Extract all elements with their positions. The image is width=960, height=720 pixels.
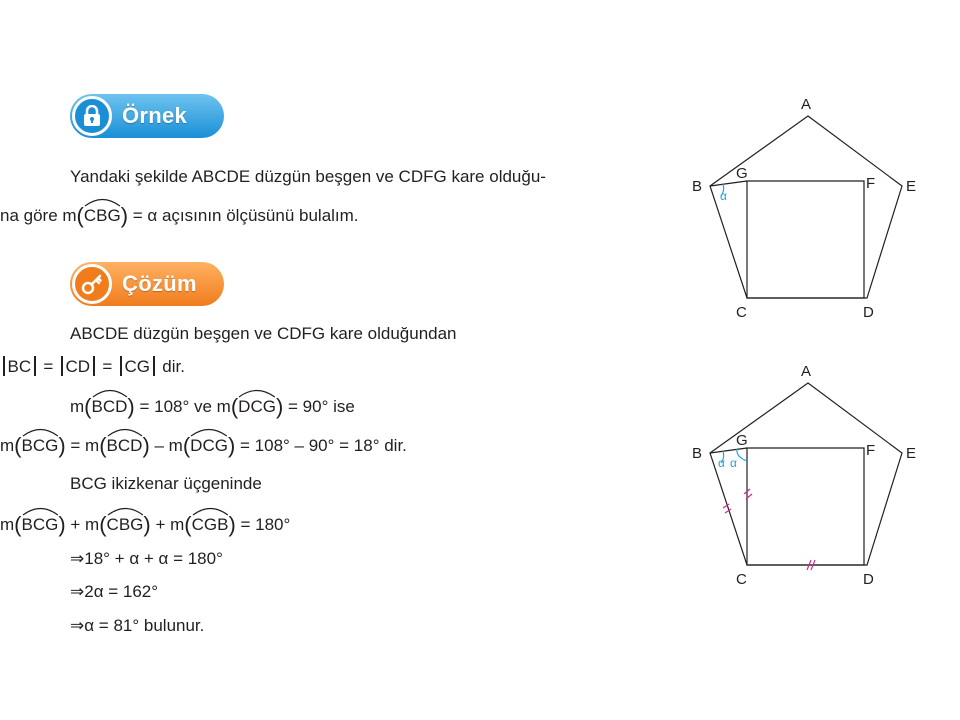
example-badge-label: Örnek xyxy=(122,103,188,128)
key-icon xyxy=(72,264,112,304)
equal-length-ticks xyxy=(723,489,815,570)
vertex-label-e: E xyxy=(906,445,917,462)
vertex-label-b: B xyxy=(692,445,703,462)
angle-dcg: DCG xyxy=(190,433,228,456)
vertex-label-e: E xyxy=(906,178,917,195)
example-badge xyxy=(70,94,224,138)
square-cdfg xyxy=(747,181,864,298)
pentagon-abcde xyxy=(710,116,902,298)
vertex-label-a: A xyxy=(801,363,812,380)
solution-line-1: ABCDE düzgün beşgen ve CDFG kare olduğundan xyxy=(70,324,457,343)
vertex-label-a: A xyxy=(801,96,812,113)
angle-label-alpha: α xyxy=(720,189,727,203)
solution-line-3: m( BCD) = 108° ve m( DCG) = 90° ise xyxy=(70,394,355,417)
vertex-label-g: G xyxy=(736,165,748,182)
angle-arc-alpha-g xyxy=(737,449,747,461)
angle-dcg: DCG xyxy=(238,394,276,417)
vertex-label-d: D xyxy=(863,571,874,588)
solution-line-6: m( BCG) + m( CBG) + m( CGB) = 180° xyxy=(0,512,290,535)
angle-cbg: CBG xyxy=(84,203,121,226)
vertex-label-d: D xyxy=(863,304,874,321)
angle-label-alpha-g: α xyxy=(730,456,737,470)
solution-line-7: ⇒18° + α + α = 180° xyxy=(70,549,223,568)
vertex-label-g: G xyxy=(736,432,748,449)
figure-pentagon-square-1 xyxy=(680,90,930,330)
angle-bcg: BCG xyxy=(22,512,59,535)
vertex-label-b: B xyxy=(692,178,703,195)
example-line-1: Yandaki şekilde ABCDE düzgün beşgen ve CDFG kare olduğu- xyxy=(70,167,546,186)
solution-line-5: BCG ikizkenar üçgeninde xyxy=(70,474,262,493)
solution-badge-label: Çözüm xyxy=(122,271,197,296)
lock-icon xyxy=(72,96,112,136)
vertex-label-f: F xyxy=(866,175,876,192)
square-cdfg xyxy=(747,448,864,565)
angle-bcd: BCD xyxy=(92,394,128,417)
pentagon-abcde xyxy=(710,383,902,565)
figure-pentagon-square-2 xyxy=(680,357,930,597)
vertex-label-c: C xyxy=(736,571,747,588)
vertex-label-c: C xyxy=(736,304,747,321)
angle-cbg: CBG xyxy=(107,512,144,535)
solution-line-8: ⇒2α = 162° xyxy=(70,582,159,601)
example-line-2: na göre m( CBG) = α açısının ölçüsünü bulalım. xyxy=(0,203,359,226)
example-text: na göre m xyxy=(0,206,77,225)
angle-bcg: BCG xyxy=(22,433,59,456)
example-text-suffix: = α açısının ölçüsünü bulalım. xyxy=(128,206,359,225)
angle-label-alpha-b: α xyxy=(718,456,725,470)
vertex-label-f: F xyxy=(866,442,876,459)
angle-bcd: BCD xyxy=(107,433,143,456)
solution-line-4: m( BCG) = m( BCD) – m( DCG) = 108° – 90° = 18° dir. xyxy=(0,433,407,456)
solution-line-9: ⇒α = 81° bulunur. xyxy=(70,616,205,635)
solution-line-2: BC = CD = CG dir. xyxy=(0,356,185,377)
solution-badge xyxy=(70,262,224,306)
angle-cgb: CGB xyxy=(192,512,229,535)
